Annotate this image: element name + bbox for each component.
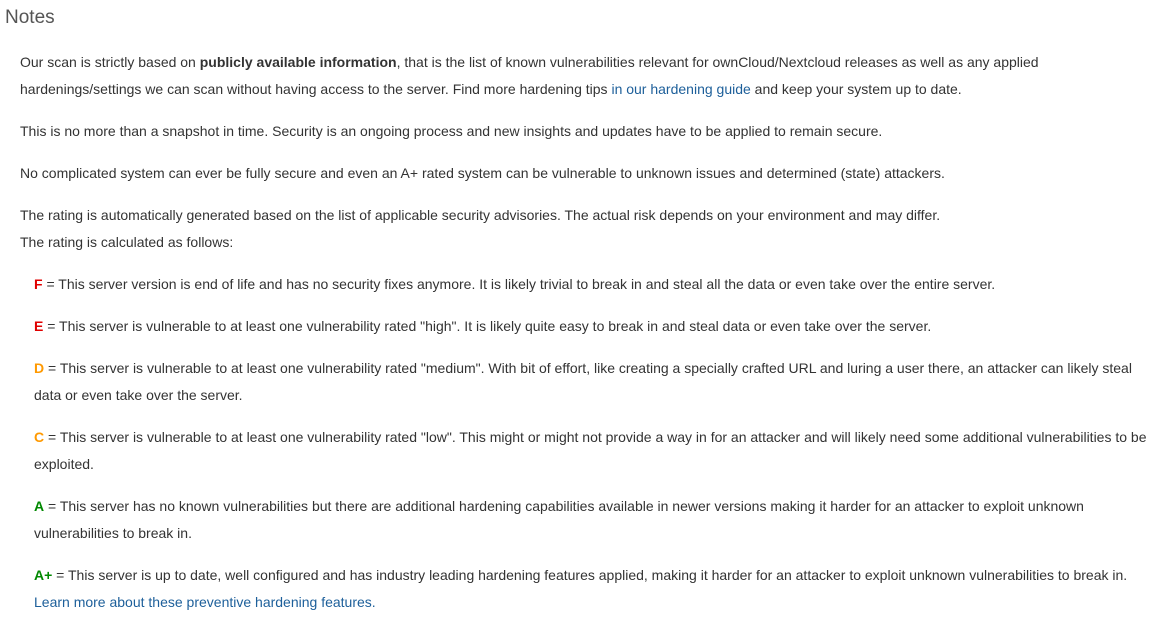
intro-paragraph-secure: No complicated system can ever be fully secure and even an A+ rated system can be vulnerable to unknown issues and determined (state) attackers. <box>20 165 945 181</box>
rating-item-c <box>34 424 1150 478</box>
intro-bold-public-info: publicly available information <box>199 54 397 70</box>
intro-paragraph-scan-basis <box>20 49 1150 103</box>
rating-list <box>20 271 1150 616</box>
intro-text-3: and keep your system up to date. <box>750 81 962 97</box>
intro-text-2: , that is the list of known vulnerabilities relevant for ownCloud/Nextcloud releases as well as any applied hardenings/settings we can scan without having access to the server. Find more hardening tips <box>20 54 1039 97</box>
grade-e-label: E <box>34 318 44 334</box>
rating-item-e <box>34 313 1150 340</box>
grade-f-label: F <box>34 276 43 292</box>
grade-a-label: A <box>34 498 45 514</box>
intro-text-1: Our scan is strictly based on <box>20 54 200 70</box>
notes-content <box>20 49 1150 631</box>
rating-item-d <box>34 355 1150 409</box>
preventive-hardening-link[interactable]: Learn more about these preventive hardening features. <box>34 594 376 610</box>
grade-c-label: C <box>34 429 45 445</box>
rating-text-c: = This server is vulnerable to at least one vulnerability rated "low". This might or might not provide a way in for an attacker and will likely need some additional vulnerabilities to be exploited. <box>34 429 1147 472</box>
rating-text-a: = This server has no known vulnerabilities but there are additional hardening capabilities available in newer versions making it harder for an attacker to exploit unknown vulnerabilities to break in. <box>34 498 1084 541</box>
rating-item-a <box>34 493 1150 547</box>
rating-text-f: = This server version is end of life and has no security fixes anymore. It is likely trivial to break in and steal all the data or even take over the entire server. <box>42 276 996 292</box>
intro-paragraph-rating-calculated: The rating is calculated as follows: <box>20 234 234 250</box>
notes-title: Notes <box>5 7 55 28</box>
grade-a-plus-label: A+ <box>34 567 53 583</box>
hardening-guide-link[interactable]: in our hardening guide <box>611 81 751 97</box>
rating-item-a-plus <box>34 562 1150 616</box>
rating-text-a-plus: = This server is up to date, well configured and has industry leading hardening features applied, making it harder for an attacker to exploit unknown vulnerabilities to break in. <box>52 567 1128 583</box>
grade-d-label: D <box>34 360 45 376</box>
rating-text-d: = This server is vulnerable to at least one vulnerability rated "medium". With bit of effort, like creating a specially crafted URL and luring a user there, an attacker can likely steal data or even take over the server. <box>34 360 1132 403</box>
intro-paragraph-rating-generated: The rating is automatically generated based on the list of applicable security advisories. The actual risk depends on your environment and may differ. <box>20 207 941 223</box>
rating-item-f <box>34 271 1150 298</box>
intro-paragraph-snapshot: This is no more than a snapshot in time. Security is an ongoing process and new insights and updates have to be applied to remain secure. <box>20 123 883 139</box>
rating-text-e: = This server is vulnerable to at least one vulnerability rated "high". It is likely quite easy to break in and steal data or even take over the server. <box>43 318 932 334</box>
